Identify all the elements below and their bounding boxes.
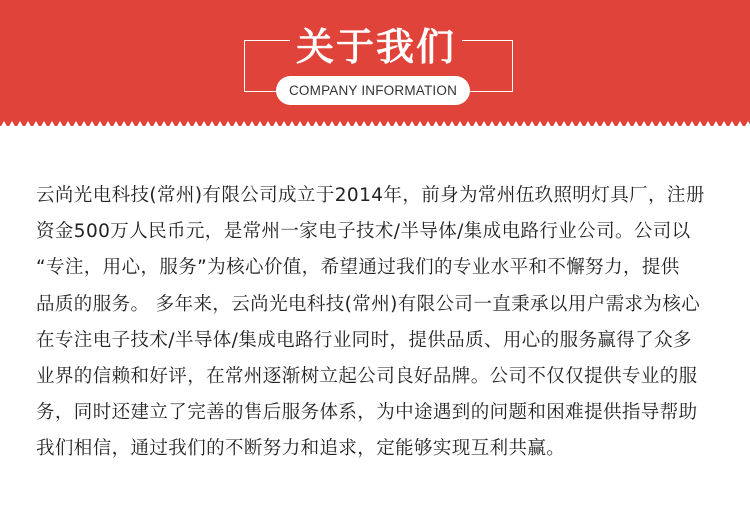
description-line: 业界的信赖和好评，在常州逐渐树立起公司良好品牌。公司不仅仅提供专业的服 bbox=[36, 365, 698, 387]
description-line: 资金500万人民币元，是常州一家电子技术/半导体/集成电路行业公司。公司以 bbox=[36, 221, 691, 243]
page-title: 关于我们 bbox=[295, 25, 456, 69]
description-line: 在专注电子技术/半导体/集成电路行业同时，提供品质、用心的服务赢得了众多 bbox=[36, 329, 692, 351]
description-line: “专注，用心，服务”为核心价值，希望通过我们的专业水平和不懈努力，提供 bbox=[36, 257, 680, 279]
description-line: 云尚光电科技(常州)有限公司成立于2014年，前身为常州伍玖照明灯具厂，注册 bbox=[36, 185, 705, 206]
description-line: 务，同时还建立了完善的售后服务体系，为中途遇到的问题和困难提供指导帮助 bbox=[36, 402, 698, 424]
description-line: 品质的服务。 多年来，云尚光电科技(常州)有限公司一直秉承以用户需求为核心 bbox=[36, 293, 701, 315]
banner-zigzag-edge bbox=[0, 118, 750, 126]
subtitle-badge: COMPANY INFORMATION bbox=[276, 76, 470, 105]
description-line: 我们相信，通过我们的不断努力和追求，定能够实现互利共赢。 bbox=[36, 438, 566, 460]
header-banner bbox=[0, 0, 750, 126]
zigzag-teeth bbox=[0, 121, 750, 126]
company-description bbox=[36, 178, 718, 468]
title-frame-right bbox=[462, 40, 513, 92]
